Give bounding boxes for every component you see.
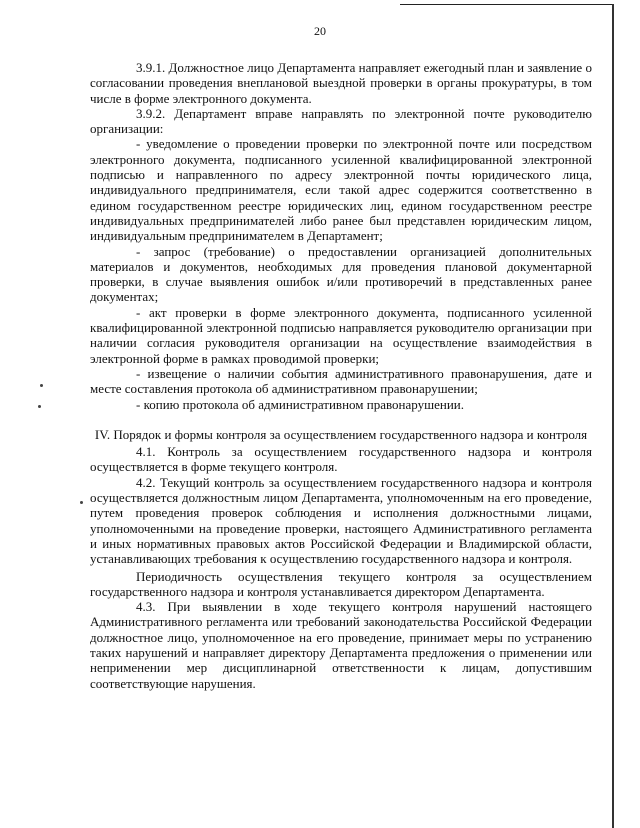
page-edge-right xyxy=(612,4,614,828)
list-item-request: - запрос (требование) о предоставлении организацией дополнительных материалов и документов, необходимых для проведения плановой документарной проверки, в случае выявления ошибок и/или противоречий в представленных ранее документах; xyxy=(90,243,592,305)
scan-speck xyxy=(40,384,43,387)
page-edge-top xyxy=(400,4,614,5)
section-title: IV. Порядок и формы контроля за осуществлением государственного надзора и контроля xyxy=(94,426,588,442)
paragraph-4-1: 4.1. Контроль за осуществлением государственного надзора и контроля осуществляется в форме текущего контроля. xyxy=(90,444,592,475)
page-number: 20 xyxy=(314,24,326,38)
paragraph-3-9-1: 3.9.1. Должностное лицо Департамента направляет ежегодный план и заявление о согласовании проведения внеплановой выездной проверки в органы прокуратуры, в том числе в форме электронного документа. xyxy=(90,60,592,106)
scan-speck xyxy=(80,501,83,504)
list-item-inspection-act: - акт проверки в форме электронного документа, подписанного усиленной квалифицированной электронной подписью направляется руководителю организации при наличии согласия руководителя организации на осуществление взаимодействия в электронной форме в рамках проводимой проверки; xyxy=(90,304,592,366)
list-item-protocol-copy: - копию протокола об административном правонарушении. xyxy=(136,396,464,412)
paragraph-periodicity: Периодичность осуществления текущего контроля за осуществлением государственного надзора и контроля устанавливается директором Департамента. xyxy=(90,568,592,599)
list-item-notification: - уведомление о проведении проверки по электронной почте или посредством электронного документа, подписанного усиленной квалифицированной электронной подписью и направленного по адресу электронной почты юридического лица, индивидуального предпринимателя, если такой адрес содержится соответственно в едином государственном реестре юридических лиц, едином государственном реестре индивидуальных предпринимателей либо ранее был представлен юридическим лицом, индивидуальным предпринимателем в Департамент; xyxy=(90,136,592,244)
paragraph-3-9-2: 3.9.2. Департамент вправе направлять по электронной почте руководителю организации: xyxy=(90,105,592,137)
paragraph-4-3: 4.3. При выявлении в ходе текущего контроля нарушений настоящего Административного регламента или требований законодательства Российской Федерации должностное лицо, уполномоченное на его проведение, принимает меры по устранению таких нарушений и направляет директору Департамента предложения о применении или неприменении мер дисциплинарной ответственности к лицам, допустившим соответствующие нарушения. xyxy=(90,599,592,691)
list-item-notice: - извещение о наличии события административного правонарушения, дате и месте составления протокола об административном правонарушении; xyxy=(90,365,592,397)
document-body xyxy=(90,60,592,691)
scan-speck xyxy=(38,405,41,408)
paragraph-4-2: 4.2. Текущий контроль за осуществлением государственного надзора и контроля осуществляется должностным лицом Департамента, уполномоченным на его проведение, путем проведения проверок соблюдения и исполнения должностными лицами, уполномоченными на проведение проверки, настоящего Административного регламента и иных нормативных правовых актов Российской Федерации и Владимирской области, устанавливающих требования к осуществлению государственного надзора и контроля. xyxy=(90,474,592,567)
